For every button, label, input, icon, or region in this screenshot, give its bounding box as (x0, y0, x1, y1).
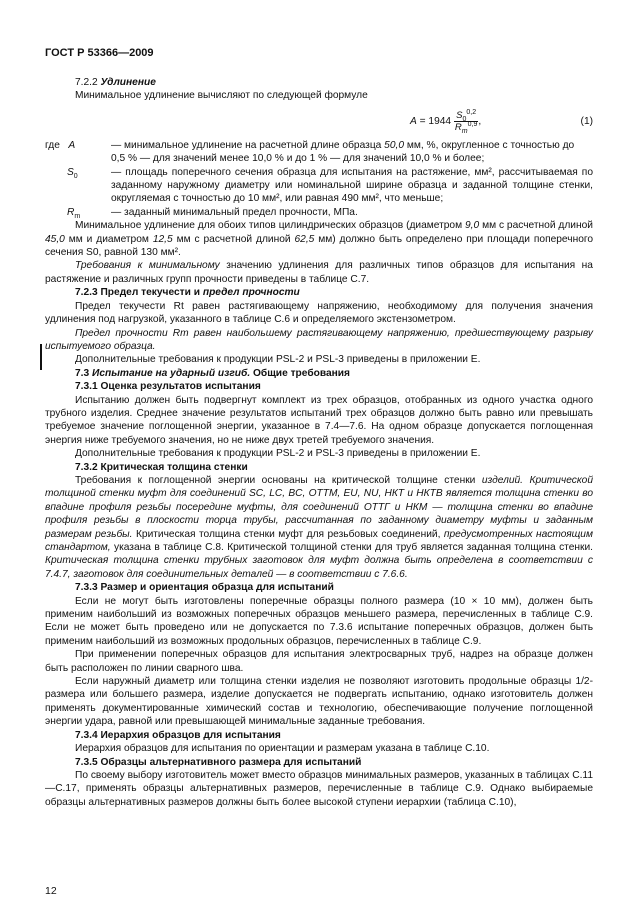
section-heading-7-3-2: 7.3.2 Критическая толщина стенки (75, 461, 248, 473)
paragraph: Предел текучести Rt равен растягивающему напряжению, необходимому для получения значения удлинения под нагрузкой, указанного в таблице С.6 и определяемого экстензометром. (45, 300, 593, 326)
paragraph: Испытанию должен быть подвергнут комплект из трех образцов, отобранных из одного участка одного трубного изделия. Среднее значение результатов испытаний трех образцов должно быть равно или превышать требуемое значение поглощенной энергии, указанное в 7.4—7.6. На одном образце допускается поглощенная энергия ниже требуемого значения, но не ниже двух третей требуемого значения. (45, 394, 593, 446)
section-heading-7-3-3: 7.3.3 Размер и ориентация образца для испытаний (75, 582, 334, 594)
definition-S0: $S_0$ — площадь поперечного сечения образца для испытания на растяжение, мм², рассчитываемая по заданному наружному диаметру или номинальной ширине образца и заданной толщине стенки, округляемая с точностью до 10 мм², или равная 490 мм², что меньше; (67, 166, 593, 205)
formula-1 (45, 103, 593, 139)
definition-Rm: $R_m$ — заданный минимальный предел прочности, МПа. (67, 206, 358, 220)
definition-A-cont: 0,5 % — для значений менее 10,0 % и до 1 % — для значений 10,0 % и более; (111, 153, 485, 165)
section-title: Удлинение (100, 77, 156, 88)
formula-fraction (454, 110, 478, 133)
page-number: 12 (45, 885, 57, 897)
paragraph-revised: Предел прочности Rm равен наибольшему растягивающему напряжению, предшествующему разрыву испытуемого образца. (45, 327, 593, 352)
formula-numerator: $S_0^{0,2}$ (454, 110, 478, 122)
section-heading-7-2-2 (45, 76, 593, 89)
formula-number: (1) (580, 115, 593, 127)
paragraph: Требования к поглощенной энергии основаны на критической толщине стенки изделий. Критической толщиной стенки муфт для соединений SC, LC, BC, OTTM, EU, NU, НКТ и НКТВ является толщина стенки во впадине профиля резьбы посередине муфты, для соединений ОТТГ и НКМ — толщина стенки во впадине профиля резьбы в плоскости торца трубы, рассчитанная по заданному диаметру муфты и заданным размерам резьбы. Критическая толщина стенки муфт для резьбовых соединений, предусмотренных настоящим стандартом, указана в таблице С.8. Критической толщиной стенки для труб является заданная толщина стенки. Критическая толщина стенки трубных заготовок для муфт должна быть определена в соответствии с 7.4.7, заготовок для соединительных деталей — в соответствии с 7.6.6. (45, 474, 593, 580)
section-heading-7-3-5: 7.3.5 Образцы альтернативного размера для испытаний (75, 756, 362, 768)
paragraph: Иерархия образцов для испытания по ориентации и размерам указана в таблице С.10. (75, 743, 490, 755)
formula-denominator: $R_m^{0,9}$ (454, 120, 478, 135)
revision-bar (40, 344, 42, 370)
paragraph: Если не могут быть изготовлены поперечные образцы полного размера (10 × 10 мм), должен быть применим наибольший из возможных поперечных образцов меньшего размера, перечисленных в таблице С.9. Если не может быть проведено или не допускается по 7.3.6 испытание поперечных образцов, должен быть применим наибольший из возможных продольных образцов, перечисленных в таблице С.9. (45, 595, 593, 647)
section-heading-7-3-4: 7.3.4 Иерархия образцов для испытания (75, 729, 281, 741)
definition-A: где A — минимальное удлинение на расчетной длине образца 50,0 мм, %, округленное с точностью до (45, 139, 575, 151)
paragraph: Если наружный диаметр или толщина стенки изделия не позволяют изготовить продольные образцы 1/2-размера или большего размера, изделие допускается не подвергать испытанию, однако изготовитель должен применять документированные химический состав и технологию, обеспечивающие получение поглощенной энергии удара, равной или превышающей минимальные заданные требования. (45, 676, 593, 728)
paragraph: По своему выбору изготовитель может вместо образцов минимальных размеров, указанных в таблицах С.11—С.17, применять образцы альтернативных размеров, перечисленные в таблице С.9. Однако выбираемые образцы альтернативных размеров должны быть более высокой ступени иерархии (таблица С.10), (45, 769, 593, 808)
paragraph: Дополнительные требования к продукции PSL-2 и PSL-3 приведены в приложении Е. (75, 354, 481, 366)
section-heading-7-3-1: 7.3.1 Оценка результатов испытания (75, 381, 261, 393)
paragraph: Минимальное удлинение для обоих типов цилиндрических образцов (диаметром 9,0 мм с расчетной длиной 45,0 мм и диаметром 12,5 мм с расчетной длиной 62,5 мм) должно быть определено при площади поперечного сечения S0, равной 130 мм². (45, 220, 594, 259)
document-header: ГОСТ Р 53366—2009 (45, 47, 154, 59)
section-heading-7-3: 7.3 Испытание на ударный изгиб. Общие требования (75, 367, 350, 379)
formula-expression: A = 1944 $\frac{S_0^{0,2}}{R_m^{0,9}}$ , (410, 108, 482, 135)
document-body (45, 76, 593, 809)
paragraph: При применении поперечных образцов для испытания электросварных труб, надрез на образце должен быть расположен по линии сварного шва. (45, 649, 593, 674)
section-heading-7-2-3: 7.2.3 Предел текучести и предел прочности (75, 287, 300, 299)
paragraph: Дополнительные требования к продукции PSL-2 и PSL-3 приведены в приложении Е. (75, 448, 481, 460)
paragraph: Требования к минимальному значению удлинения для различных типов образцов для испытания на растяжение и различных групп прочности приведены в таблице С.7. (45, 260, 593, 285)
section-number: 7.2.2 (75, 77, 98, 88)
formula-intro: Минимальное удлинение вычисляют по следующей формуле (75, 90, 368, 102)
